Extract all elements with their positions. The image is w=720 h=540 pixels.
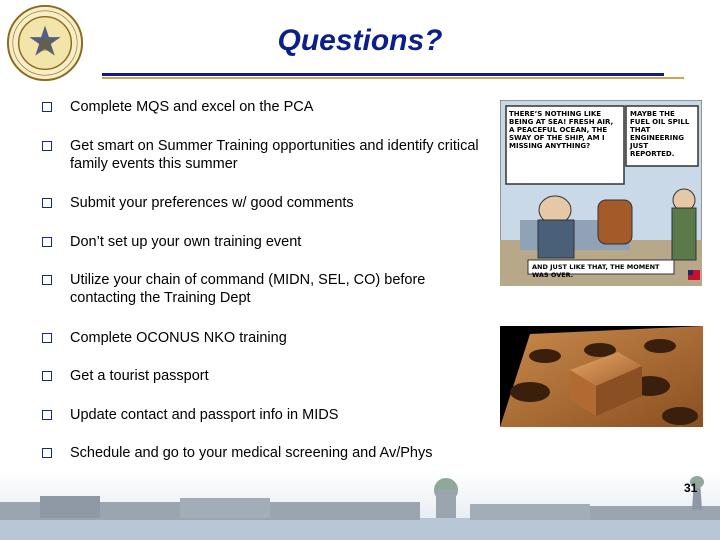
bullet-text: Update contact and passport info in MIDS [70,407,339,423]
bullet-text: Don’t set up your own training event [70,234,302,250]
checkbox-bullet-icon [42,198,52,208]
page-number: 31 [684,481,698,495]
title-rule-gold [102,77,684,79]
naval-academy-seal [6,4,84,82]
checkbox-bullet-icon [42,275,52,285]
bullet-text: Submit your preferences w/ good comments [70,195,354,211]
speech-bubble-right: MAYBE THE FUEL OIL SPILL THAT ENGINEERING JUST REPORTED. [630,110,690,158]
bullet-text: Complete MQS and excel on the PCA [70,99,314,115]
navy-cartoon [500,100,702,286]
checkbox-bullet-icon [42,410,52,420]
checkbox-bullet-icon [42,141,52,151]
checkbox-bullet-icon [42,333,52,343]
checkbox-bullet-icon [42,448,52,458]
bullet-text: Get smart on Summer Training opportunities and identify critical family events this summer [70,138,479,172]
checkbox-bullet-icon [42,102,52,112]
title-rule-blue [102,73,664,76]
bullet-text: Utilize your chain of command (MIDN, SEL, CO) before contacting the Training Dept [70,272,426,306]
cartoon-caption: AND JUST LIKE THAT, THE MOMENT WAS OVER. [532,263,660,279]
checkbox-bullet-icon [42,371,52,381]
slide-title: Questions? [277,24,443,57]
academy-skyline-footer [0,470,720,540]
speech-bubble-left: THERE’S NOTHING LIKE BEING AT SEA! FRESH AIR, A PEACEFUL OCEAN, THE SWAY OF THE SHIP, AM I MISSING ANYTHING? [509,110,614,150]
bullet-text: Get a tourist passport [70,368,209,384]
bullet-text: Complete OCONUS NKO training [70,330,287,346]
bullet-text: Schedule and go to your medical screening and Av/Phys [70,445,433,461]
square-peg-round-hole-image [500,326,703,427]
checkbox-bullet-icon [42,237,52,247]
